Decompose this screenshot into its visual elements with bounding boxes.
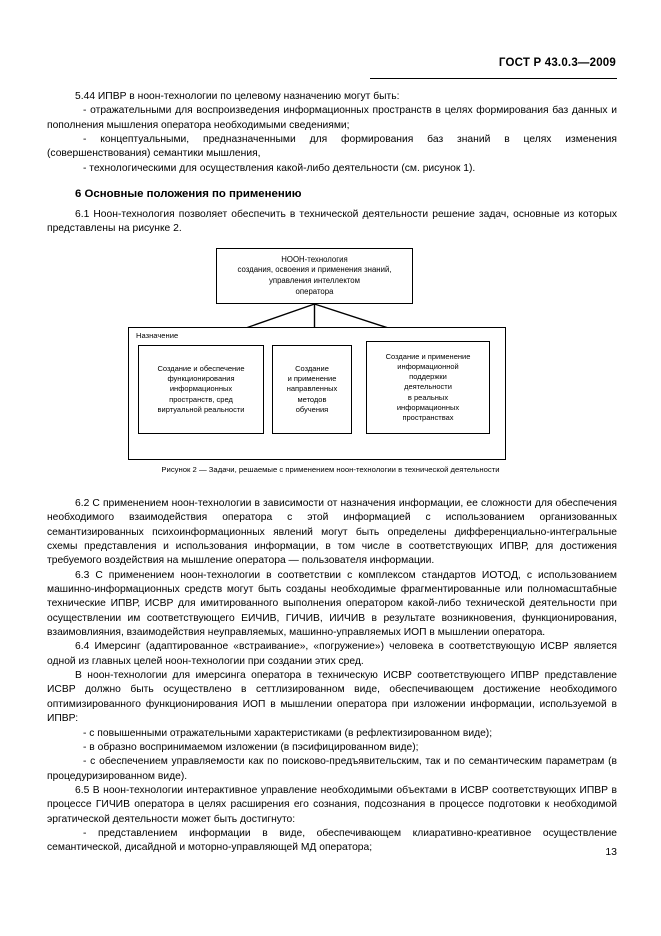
paragraph-6-5: 6.5 В ноон-технологии интерактивное управление необходимыми объектами в ИСВР соответствующих ИПВР в процессе ГИЧИВ оператора в целях расширения его сознания, подсознания в процессе подготовки к необходимой эргатической деятельности может быть достигнуто: — [47, 784, 617, 825]
task-3-line-3: поддержки — [409, 372, 447, 382]
lower-text-block — [47, 497, 617, 856]
page-number: 13 — [605, 846, 617, 858]
paragraph-6-2: 6.2 С применением ноон-технологии в зависимости от назначения информации, ее сложности для обеспечения необходимого взаимодействия оператора с этой информацией с использованием организованных семантизированных психоинформационных явлений могут быть определены дифференциально-интегральные схемы представления и использования информации, в том числе в соответствующих ИПВР, для достижения требуемого воздействия на мышление оператора — пользователя информации. — [47, 498, 617, 567]
figure-task-box-2 — [272, 345, 352, 434]
figure-caption: Рисунок 2 — Задачи, решаемые с применением ноон-технологии в технической деятельности — [161, 465, 500, 474]
task-3-line-2: информационной — [397, 361, 459, 371]
figure-2 — [0, 248, 661, 474]
task-2-line-4: методов — [297, 394, 327, 404]
task-2-line-2: и применение — [287, 374, 337, 384]
task-1-line-1: Создание и обеспечение — [157, 363, 245, 373]
task-1-line-3: информационных — [169, 384, 233, 394]
standard-number: ГОСТ Р 43.0.3—2009 — [498, 57, 616, 69]
bullet-6-4-3: - с обеспечением управляемости как по поисково-предъявительским, так и по семантическим параметрам (в процедуризированном виде). — [47, 756, 617, 782]
paragraph-6-1: 6.1 Ноон-технология позволяет обеспечить в технической деятельности решение задач, основные из которых представлены на рисунке 2. — [47, 209, 617, 235]
task-1-line-4: пространств, сред — [169, 394, 233, 404]
bullet-5-44-1: - отражательными для воспроизведения информационных пространств в целях формирования баз данных и пополнения мышления оператора необходимыми сведениями; — [47, 105, 617, 131]
task-3-line-7: пространствах — [402, 413, 454, 422]
header-divider — [370, 78, 617, 79]
top-box-line-2: создания, освоения и применения знаний, — [237, 265, 392, 275]
paragraph-6-3: 6.3 С применением ноон-технологии в соответствии с комплексом стандартов ИОТОД, с использованием машинно-информационных средств могут быть созданы необходимые фрагментированные или полномасштабные технические ИПВР, ИСВР для имитированного выполнения оператором какой-либо технической деятельности при осуществлении им соответствующего ЕИЧИВ, ГИЧИВ, ИИЧИВ в результате возникновения, функционирования, взаимовлияния, взаимодействия неуправляемых, машинно-управляемых ИОП в мышлении оператора. — [47, 569, 617, 639]
task-3-line-4: деятельности — [404, 382, 452, 392]
bullet-5-44-3: - технологическими для осуществления какой-либо деятельности (см. рисунок 1). — [83, 162, 476, 174]
top-box-line-3: управления интеллектом — [268, 276, 360, 285]
paragraph-5-44: 5.44 ИПВР в ноон-технологии по целевому назначению могут быть: — [75, 91, 400, 102]
figure-task-box-1 — [138, 345, 264, 434]
task-1-line-5: виртуальной реальности — [157, 404, 245, 414]
task-2-line-3: направленных — [286, 384, 338, 394]
task-3-line-6: информационных — [396, 402, 460, 412]
paragraph-6-4-continued: В ноон-технологии для имерсинга оператора в техническую ИСВР соответствующего ИПВР представление ИСВР должно быть осуществлено в сеттлизированном виде, обеспечивающем достижение необходимого оптимизированного функционирования ИОП в мышлении оператора при изложении информации, используемой в ИПВР: — [47, 670, 617, 725]
task-3-line-5: в реальных — [407, 392, 449, 402]
paragraph-6-4: 6.4 Имерсинг (адаптированное «встраивание», «погружение») человека в соответствующую ИСВР является одной из главных целей ноон-технологии при создании этих сред. — [47, 641, 617, 667]
task-2-line-5: обучения — [295, 404, 329, 414]
upper-text-block — [47, 90, 617, 237]
bullet-5-44-2: - концептуальными, предназначенными для формирования баз знаний в целях изменения (совершенствования) семантики мышления, — [47, 134, 617, 160]
task-3-line-1: Создание и применение — [385, 351, 471, 361]
figure-top-box — [216, 248, 413, 304]
figure-canvas — [0, 248, 661, 460]
task-1-line-2: функционирования — [167, 374, 235, 384]
bullet-6-4-2: - в образно воспринимаемом изложении (в пэсифицированном виде); — [83, 741, 419, 753]
page-header — [370, 57, 616, 69]
bullet-6-4-1: - с повышенными отражательными характеристиками (в рефлектизированном виде); — [83, 727, 493, 739]
bullet-6-5-1: - представлением информации в виде, обеспечивающем клиаративно-креативное осуществление семантической, дисайдной и моторно-управляющей МД оператора; — [47, 827, 617, 854]
section-heading-6: 6 Основные положения по применению — [75, 188, 302, 201]
top-box-line-4: оператора — [295, 286, 334, 296]
task-2-line-1: Создание — [295, 363, 329, 373]
figure-task-box-3 — [366, 341, 490, 434]
purpose-group-label: Назначение — [136, 331, 179, 340]
top-box-line-1: НООН-технология — [281, 254, 348, 264]
spacer — [47, 176, 617, 187]
